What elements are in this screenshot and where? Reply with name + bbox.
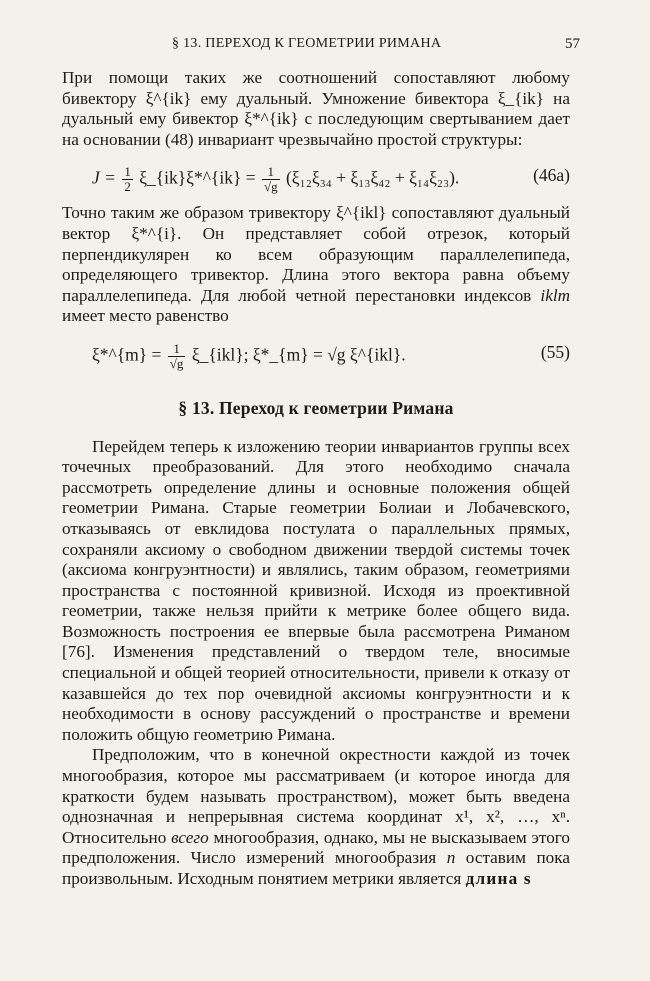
paragraph-dual-vector bbox=[62, 203, 570, 327]
paragraph-manifold bbox=[62, 745, 570, 889]
frac-denominator: √g bbox=[263, 179, 278, 195]
para2-tail: имеет место равенство bbox=[62, 306, 229, 326]
page-body bbox=[62, 68, 570, 890]
frac-denominator: √g bbox=[169, 355, 184, 371]
eq55-lhs: ξ*^{m} = bbox=[92, 344, 162, 365]
frac-numerator: 1 bbox=[262, 165, 280, 180]
para2-text: Точно таким же образом тривектору ξ^{ikl} сопоставляют дуальный вектор ξ*^{i}. Он представляет собой отрезок, который перпендикулярен ко всем образующим параллелепипеда, определяющего тривектор. Длина этого вектора равна объему параллелепипеда. Для любой четной перестановки индексов bbox=[62, 203, 570, 305]
para4-text-c: оставим пока произвольным. Исходным понятием метрики является bbox=[62, 848, 570, 888]
equation-46a bbox=[62, 155, 570, 199]
eq46a-middle: ξ_{ik}ξ*^{ik} = bbox=[139, 167, 256, 188]
eq46a-fraction-half bbox=[122, 165, 133, 194]
frac-numerator: 1 bbox=[124, 164, 131, 180]
para2-index-word: iklm bbox=[540, 285, 571, 305]
para4-dimension-symbol: n bbox=[446, 848, 456, 868]
eq46a-rhs: (ξ₁₂ξ₃₄ + ξ₁₃ξ₄₂ + ξ₁₄ξ₂₃). bbox=[285, 167, 460, 188]
paragraph-riemann-intro: Перейдем теперь к изложению теории инвариантов группы всех точечных преобразований. Для этого необходимо сначала рассмотреть определение длины и основные положения общей геометрии Римана. Старые геометрии Болиаи и Лобачевского, отказываясь от евклидова постулата о параллельных прямых, сохраняли аксиому о свободном движении твердой системы точек (аксиома конгруэнтности) и являлись, таким образом, геометриями пространства с постоянной кривизной. Исходя из проективной геометрии, также нельзя прийти к метрике более общего вида. Возможность построения ее впервые была рассмотрена Риманом [76]. Изменения представлений о твердом теле, вносимые специальной и общей теорией относительности, привели к отказу от казавшейся до тех пор очевидной аксиомы конгруэнтности и к необходимости в основу рассуждений о пространстве и времени положить общую геометрию Римана. bbox=[62, 436, 570, 744]
section-heading: § 13. Переход к геометрии Римана bbox=[178, 397, 454, 418]
page-number: 57 bbox=[565, 36, 580, 52]
para4-text-b: многообразия, однако, мы не высказываем этого предположения. Число измерений многообразия bbox=[62, 827, 571, 868]
paragraph-dual-bivector: При помощи таких же соотношений сопоставляют любому бивектору ξ^{ik} ему дуальный. Умножение бивектора ξ_{ik} на дуальный ему бивектор ξ*^{ik} с последующим свертыванием дает на основании (48) инвариант чрезвычайно простой структуры: bbox=[62, 68, 570, 149]
running-title: § 13. ПЕРЕХОД К ГЕОМЕТРИИ РИМАНА bbox=[172, 36, 442, 51]
frac-denominator: 2 bbox=[124, 179, 131, 195]
para4-italic-word: всего bbox=[171, 827, 209, 847]
equation-46a-expression bbox=[92, 165, 459, 194]
eq46a-fraction-sqrtg bbox=[262, 165, 280, 194]
frac-numerator: 1 bbox=[168, 342, 186, 357]
para4-emphasized-term: длина s bbox=[465, 869, 532, 888]
equation-55-expression bbox=[92, 342, 406, 371]
equation-number-55: (55) bbox=[540, 341, 570, 362]
eq55-fraction-sqrtg bbox=[168, 342, 186, 371]
running-header bbox=[62, 36, 580, 58]
equation-number-46a: (46a) bbox=[533, 165, 570, 186]
eq46a-lhs: J = bbox=[92, 167, 116, 188]
equation-55 bbox=[62, 332, 570, 376]
para4-text-a: Предположим, что в конечной окрестности каждой из точек многообразия, которое мы рассматриваем (и которое иногда для краткости будем называть пространством), может быть введена однозначная и непрерывная система координат x¹, x², …, xⁿ. Относительно bbox=[62, 745, 570, 847]
eq55-rhs: ξ_{ikl}; ξ*_{m} = √g ξ^{ikl}. bbox=[191, 344, 406, 365]
